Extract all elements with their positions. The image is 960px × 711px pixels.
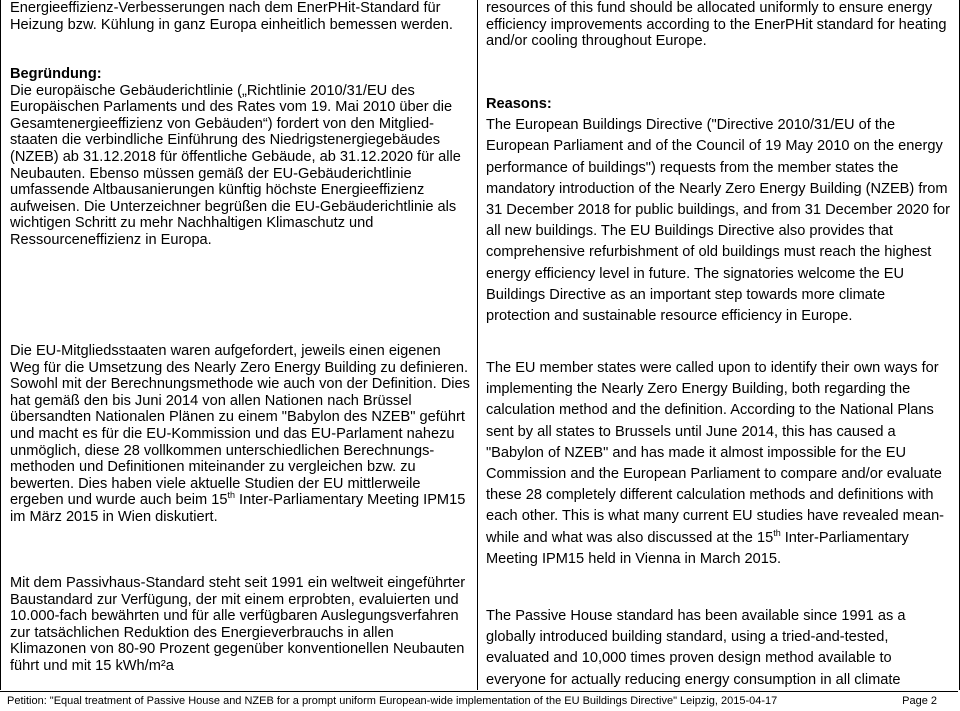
german-passive-house-block <box>10 575 472 690</box>
english-passive-house-block <box>486 606 951 690</box>
german-member-states-block <box>10 343 472 561</box>
english-member-states-block <box>486 358 951 568</box>
german-member-states-tail: Inter-Parliamentary Meeting IPM15 im März 2015 in Wien diskutiert. <box>10 492 466 525</box>
page-number: Page 2 <box>902 695 937 707</box>
german-intro-block <box>10 0 472 56</box>
english-intro-block <box>486 0 951 56</box>
english-member-states-text <box>486 358 951 568</box>
german-reasons-heading: Begründung: <box>10 66 102 82</box>
german-member-states-main: Die EU-Mitgliedsstaaten waren aufgefordert, jeweils einen eigenen Weg für die Umsetzung des Nearly Zero Energy Building zu definieren. Sowohl mit der Berechnungsmethode wie auch von der Definition. Dies hat gemäß den bis Juni 2014 von allen Nationen nach Brüssel übersandten Nationalen Plänen zu einem "Babylon des NZEB" geführt und macht es für die EU-Kommission und das EU-Parlament nahezu unmöglich, diese 28 vollkommen unterschiedlichen Berechnungs-methoden und Definitionen miteinander zu vergleichen bzw. zu bewerten. Dies haben viele aktuelle Studien der EU mittlerweile ergeben und wurde auch beim 15 <box>10 343 470 509</box>
german-reasons-block <box>10 66 472 276</box>
english-reasons-heading: Reasons: <box>486 96 552 112</box>
german-reasons-text: Die europäische Gebäuderichtlinie („Richtlinie 2010/31/EU des Europäischen Parlaments und des Rates vom 19. Mai 2010 über die Gesamtenergieeffizienz von Gebäuden“) fordert von den Mitglied-staaten die verbindliche Einführung des Niedrigstenergiegebäudes (NZEB) ab 31.12.2018 für öffentliche Gebäude, ab 31.12.2020 für alle Neubauten. Ebenso müssen gemäß der EU-Gebäuderichtlinie umfassende Altbausanierungen künftig höchste Energieeffizienz aufweisen. Die Unterzeichner begrüßen die EU-Gebäuderichtlinie als wichtigen Schritt zu mehr Nachhaltigen Klimaschutz und Ressourceneffizienz in Europa. <box>10 82 461 248</box>
column-divider <box>477 0 478 690</box>
english-reasons-block <box>486 94 951 346</box>
english-intro-text: resources of this fund should be allocated uniformly to ensure energy efficiency improvements according to the EnerPHit standard for heating and/or cooling throughout Europe. <box>486 0 947 50</box>
english-member-states-tail: Inter-Parliamentary Meeting IPM15 held in Vienna in March 2015. <box>486 529 909 567</box>
english-member-states-main: The EU member states were called upon to identify their own ways for implementing the Nearly Zero Energy Building, both regarding the calculation method and the definition. According to the National Plans sent by all states to Brussels until June 2014, this has caused a "Babylon of NZEB" and has made it almost impossible for the EU Commission and the European Parliament to compare and/or evaluate these 28 completely different calculation methods and definitions with each other. This is what many current EU studies have revealed mean-while and what was also discussed at the 15 <box>486 360 945 546</box>
english-ordinal-suffix: th <box>773 527 781 538</box>
english-reasons-text: The European Buildings Directive ("Directive 2010/31/EU of the European Parliament and of the Council of 19 May 2010 on the energy performance of buildings") requests from the member states the mandatory introduction of the Nearly Zero Energy Building (NZEB) from 31 December 2018 for public buildings, and from 31 December 2020 for all new buildings. The EU Buildings Directive also provides that comprehensive refurbishment of old buildings must reach the highest energy efficiency level in future. The signatories welcome the EU Buildings Directive as an important step towards more climate protection and sustainable resource efficiency in Europe. <box>486 117 951 325</box>
footer-petition-text: Petition: "Equal treatment of Passive House and NZEB for a prompt uniform European-wide implementation of the EU Buildings Directive" Leipzig, 2015-04-17 <box>7 695 778 707</box>
page-footer <box>0 691 958 711</box>
english-passive-house-text: The Passive House standard has been available since 1991 as a globally introduced building standard, using a tried-and-tested, evaluated and 10,000 times proven design method available to everyone for actually reducing energy consumption in all climate <box>486 608 906 688</box>
german-ordinal-suffix: th <box>227 490 235 501</box>
german-member-states-text <box>10 343 472 526</box>
german-passive-house-text: Mit dem Passivhaus-Standard steht seit 1991 ein weltweit eingeführter Baustandard zur Verfügung, der mit einem erprobten, evaluierten und 10.000-fach bewährten und für alle verfügbaren Auslegungsverfahren zur tatsächlichen Reduktion des Energieverbrauchs in allen Klimazonen von 80-90 Prozent gegenüber konventionellen Neubauten führt und mit 15 kWh/m²a <box>10 575 466 674</box>
german-intro-text: Energieeffizienz-Verbesserungen nach dem EnerPHit-Standard für Heizung bzw. Kühlung in ganz Europa einheitlich bemessen werden. <box>10 0 453 33</box>
